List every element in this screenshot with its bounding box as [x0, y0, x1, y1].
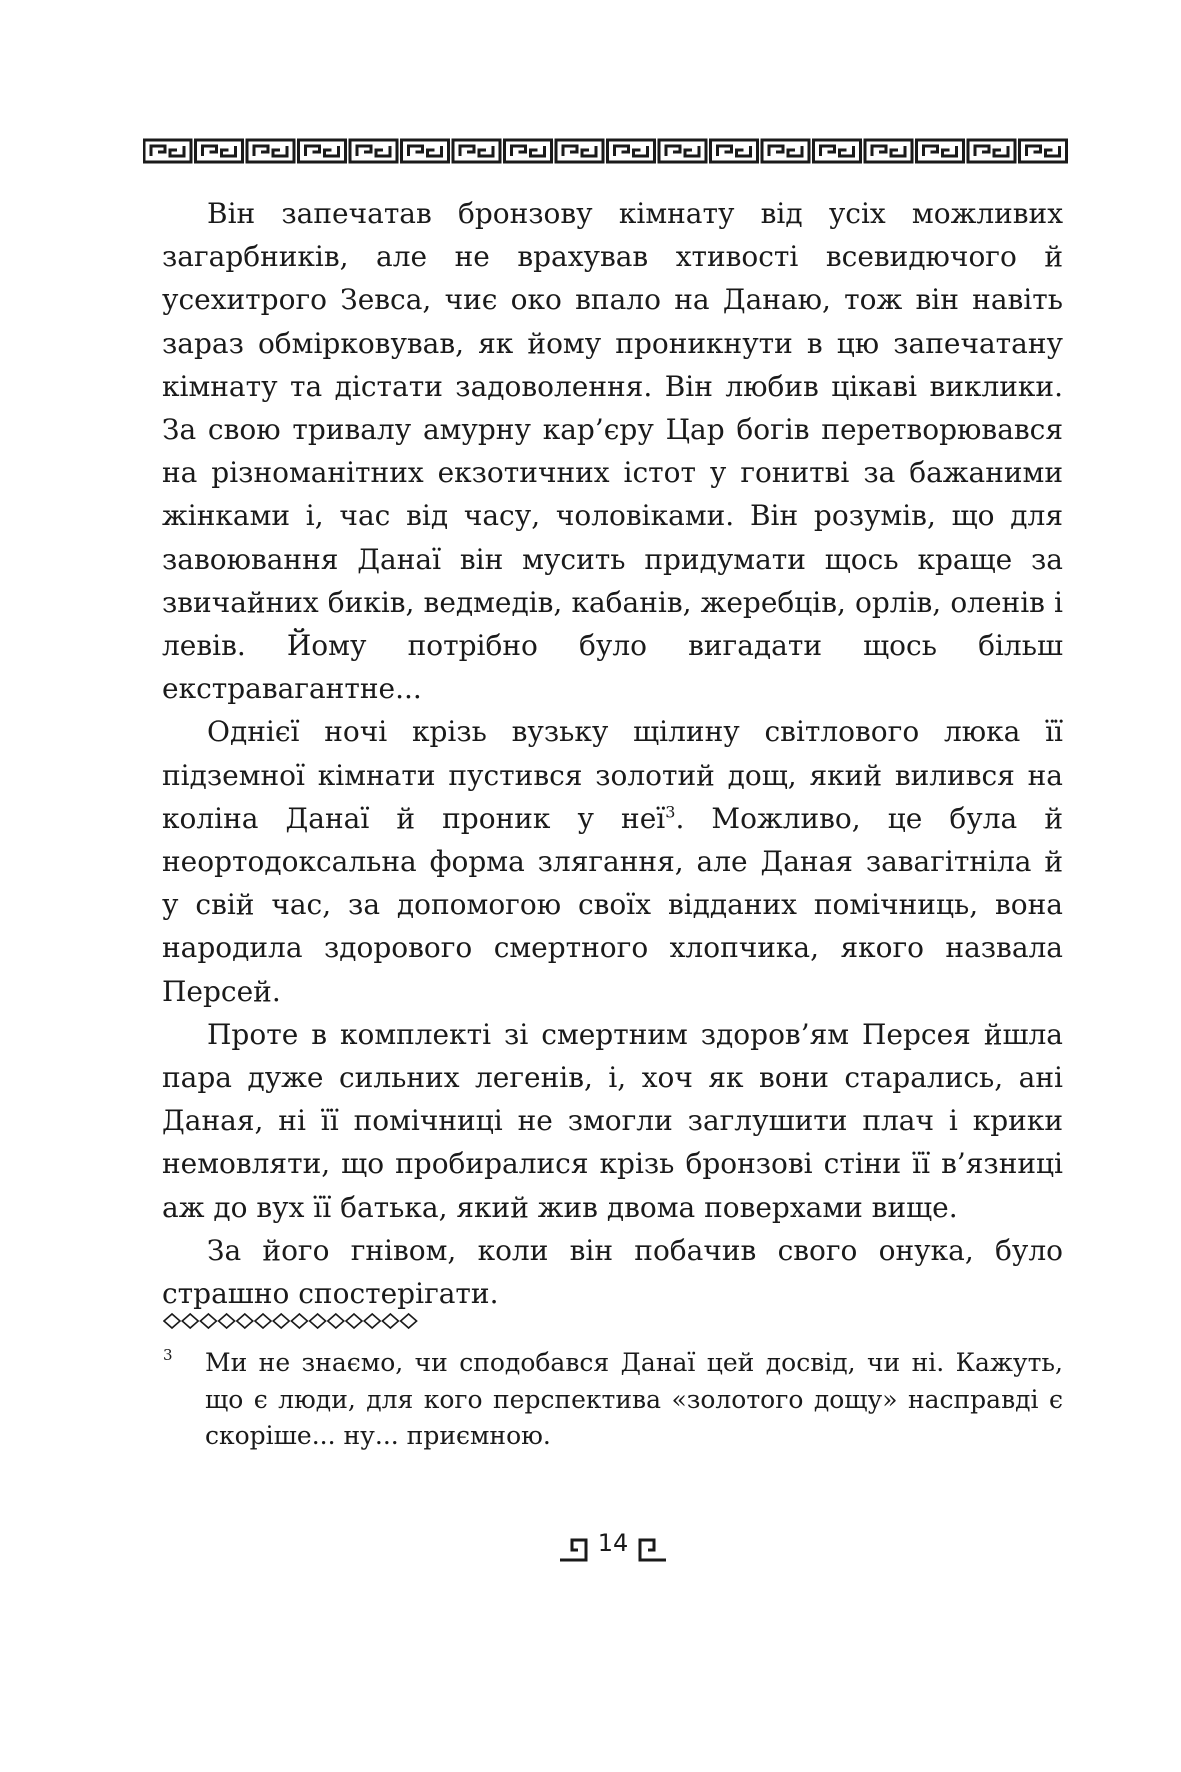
paragraph-2: Однієї ночі крізь вузьку щілину світлового люка її підземної кімнати пустився золотий дощ, який вилився на коліна Данаї й проник у неї$^3$. Можливо, це була й неортодоксальна форма злягання, але Даная завагітніла й у свій час, за допомогою своїх відданих помічниць, вона народила здорового смертного хлопчика, якого назвала Персей.: [162, 715, 1063, 1008]
main-text: [162, 192, 1063, 1315]
footnote-text: Ми не знаємо, чи сподобався Данаї цей досвід, чи ні. Кажуть, що є люди, для кого перспектива «золотого дощу» насправді є скоріше... ну... приємною.: [205, 1348, 1063, 1450]
greek-key-border: [143, 138, 1083, 164]
footnote-mark: 3: [163, 1346, 173, 1364]
footnote-reference[interactable]: 3: [665, 802, 676, 822]
page-number: 14: [597, 1529, 629, 1557]
paragraph-4: За його гнівом, коли він побачив свого онука, було страшно спостерігати.: [162, 1233, 1063, 1311]
paragraph-1: Він запечатав бронзову кімнату від усіх можливих загарбників, але не врахував хтивості всевидючого й усехитрого Зевса, чиє око впало на Данаю, тож він навіть зараз обмірковував, як йому проникнути в цю запечатану кімнату та дістати задоволення. Він любив цікаві виклики. За свою тривалу амурну кар’єру Цар богів перетворювався на різноманітних екзотичних істот у гонитві за бажаними жінками і, час від часу, чоловіками. Він розумів, що для завоювання Данаї він мусить придумати щось краще за звичайних биків, ведмедів, кабанів, жеребців, орлів, оленів і левів. Йому потрібно було вигадати щось більш екстравагантне...: [162, 197, 1063, 706]
meander-icon: [143, 138, 1083, 164]
paragraph-3: Проте в комплекті зі смертним здоров’ям Персея йшла пара дуже сильних легенів, і, хоч як вони старались, ані Даная, ні її помічниці не змогли заглушити плач і крики немовляти, що пробиралися крізь бронзові стіни її в’язниці аж до вух її батька, який жив двома поверхами вище.: [162, 1017, 1063, 1224]
footnote-divider: [163, 1312, 423, 1330]
page-number-block: [558, 1528, 668, 1562]
footnote: [163, 1345, 1063, 1455]
diamond-row-icon: [163, 1312, 423, 1330]
